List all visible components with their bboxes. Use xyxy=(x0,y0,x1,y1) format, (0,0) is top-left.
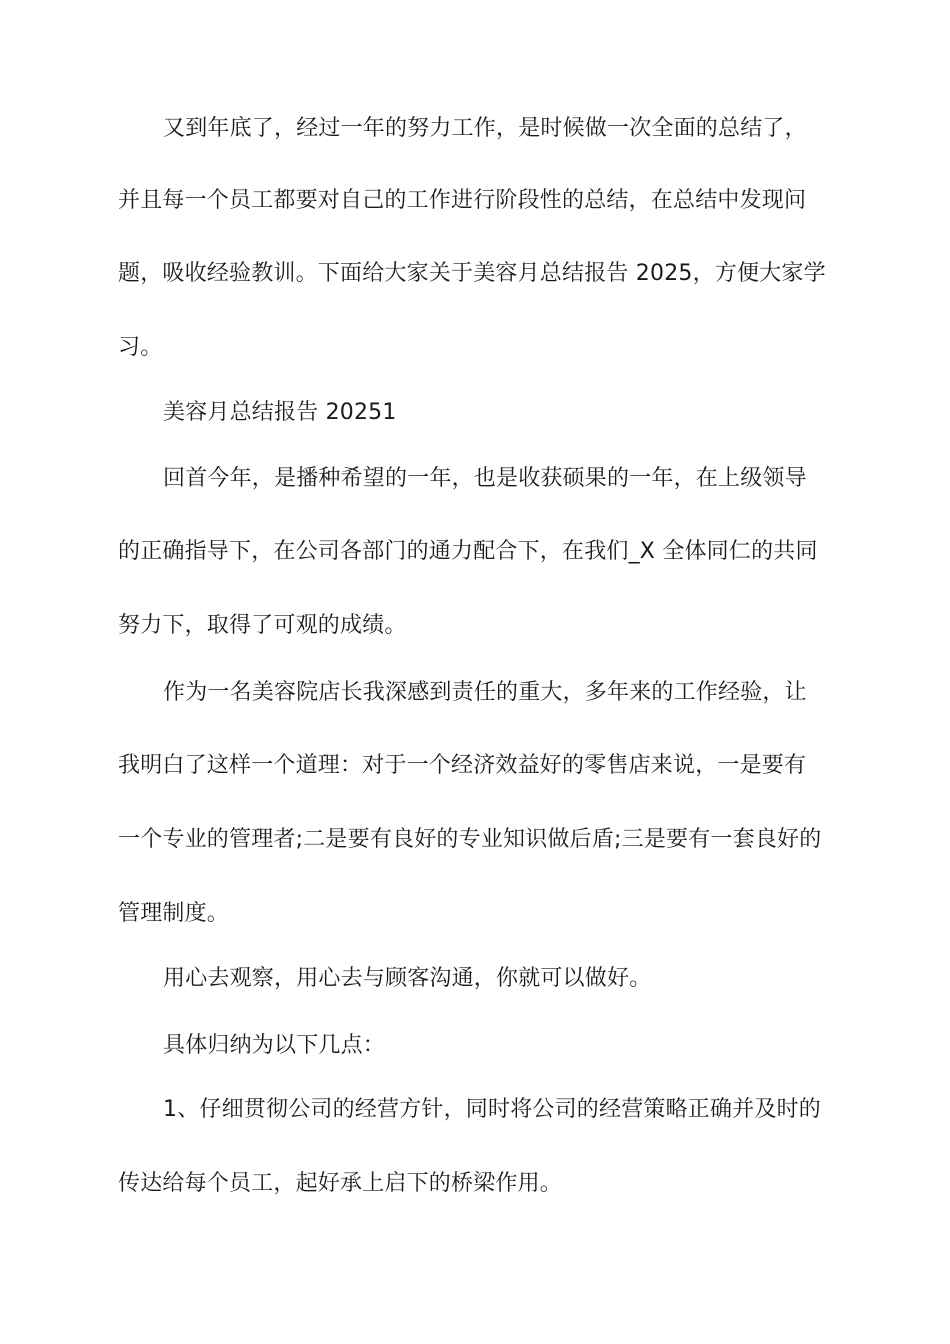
paragraph-intro-line-2: 并且每一个员工都要对自己的工作进行阶段性的总结，在总结中发现问 xyxy=(118,188,807,213)
paragraph-manager-line-3: 一个专业的管理者;二是要有良好的专业知识做后盾;三是要有一套良好的 xyxy=(118,827,822,852)
list-item-1-line-2: 传达给每个员工，起好承上启下的桥梁作用。 xyxy=(118,1171,563,1196)
paragraph-manager-line-2: 我明白了这样一个道理：对于一个经济效益好的零售店来说，一是要有 xyxy=(118,753,807,778)
paragraph-manager-line-4: 管理制度。 xyxy=(118,901,230,926)
paragraph-observe: 用心去观察，用心去与顾客沟通，你就可以做好。 xyxy=(163,966,652,991)
paragraph-intro-line-4: 习。 xyxy=(118,335,163,360)
paragraph-manager-line-1: 作为一名美容院店长我深感到责任的重大，多年来的工作经验，让 xyxy=(163,680,807,705)
paragraph-review-line-2: 的正确指导下，在公司各部门的通力配合下，在我们_X 全体同仁的共同 xyxy=(118,539,818,564)
paragraph-intro-line-3: 题，吸收经验教训。下面给大家关于美容月总结报告 2025，方便大家学 xyxy=(118,261,826,286)
section-heading: 美容月总结报告 20251 xyxy=(163,400,397,425)
paragraph-review-line-1: 回首今年，是播种希望的一年，也是收获硕果的一年，在上级领导 xyxy=(163,466,807,491)
paragraph-review-line-3: 努力下，取得了可观的成绩。 xyxy=(118,613,407,638)
list-item-1-line-1: 1、仔细贯彻公司的经营方针，同时将公司的经营策略正确并及时的 xyxy=(163,1097,821,1122)
paragraph-summary-intro: 具体归纳为以下几点： xyxy=(163,1033,386,1058)
paragraph-intro-line-1: 又到年底了，经过一年的努力工作，是时候做一次全面的总结了， xyxy=(163,116,807,141)
